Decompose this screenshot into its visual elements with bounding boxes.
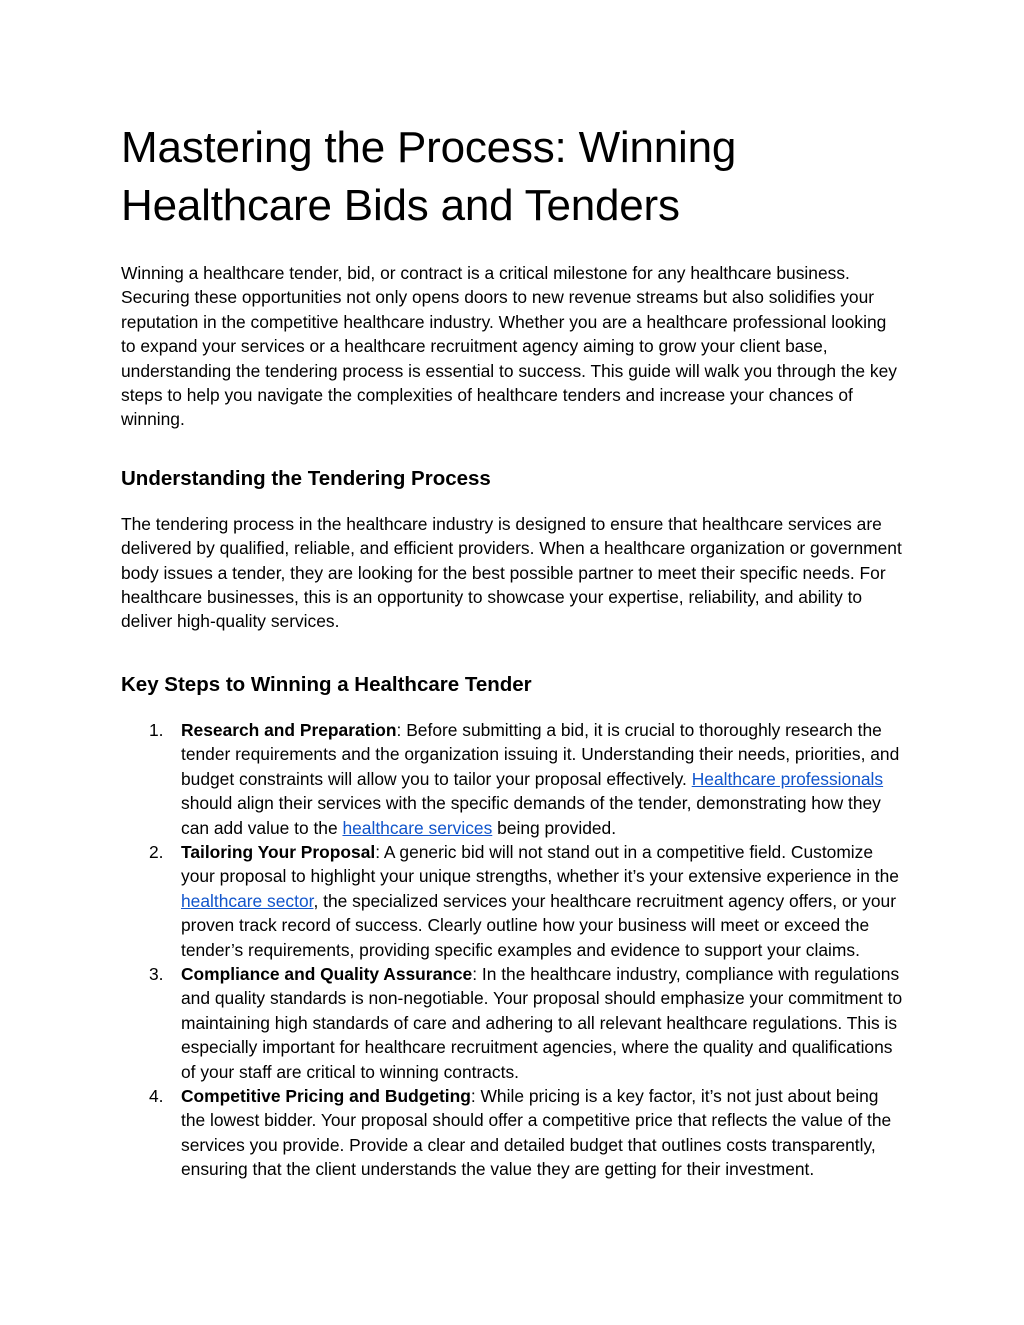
step-text: : Before submitting a bid, it is crucial to thoroughly research the tender requirements and the organization issuing it. Understanding their needs, priorities, and budget constraints will allow you to tailor your proposal effectively. bbox=[181, 719, 900, 789]
list-number: 3. bbox=[149, 963, 164, 984]
step-title: Tailoring Your Proposal bbox=[181, 841, 376, 862]
step-text: should align their services with the specific demands of the tender, demonstrating how they can add value to the bbox=[181, 793, 881, 838]
step-title: Research and Preparation bbox=[181, 719, 397, 740]
section-heading-key-steps: Key Steps to Winning a Healthcare Tender bbox=[121, 672, 532, 696]
list-item bbox=[121, 962, 904, 1084]
title-line-2: Healthcare Bids and Tenders bbox=[121, 181, 680, 230]
step-text: : A generic bid will not stand out in a competitive field. Customize your proposal to highlight your unique strengths, whether it’s your extensive experience in the bbox=[181, 841, 899, 887]
list-number: 2. bbox=[149, 841, 164, 862]
title-line-1: Mastering the Process: Winning bbox=[121, 123, 737, 172]
list-item bbox=[121, 1084, 904, 1182]
tendering-process-paragraph: The tendering process in the healthcare industry is designed to ensure that healthcare services are delivered by qualified, reliable, and efficient providers. When a healthcare organization or government body issues a tender, they are looking for the best possible partner to meet their specific needs. For healthcare businesses, this is an opportunity to showcase your expertise, reliability, and ability to deliver high-quality services. bbox=[121, 513, 902, 632]
list-item bbox=[121, 718, 904, 840]
list-number: 1. bbox=[149, 719, 164, 740]
step-text: : While pricing is a key factor, it’s not just about being the lowest bidder. Your proposal should offer a competitive price that reflects the value of the services you provide. Provide a clear and detailed budget that outlines costs transparently, ensuring that the client understands the value they are getting for their investment. bbox=[181, 1085, 892, 1180]
healthcare-professionals-link[interactable]: Healthcare professionals bbox=[691, 768, 884, 789]
step-title: Competitive Pricing and Budgeting bbox=[181, 1085, 471, 1106]
document-title bbox=[121, 119, 904, 235]
healthcare-services-link[interactable]: healthcare services bbox=[342, 817, 493, 838]
step-text: : In the healthcare industry, compliance with regulations and quality standards is non-negotiable. Your proposal should emphasize your commitment to maintaining high standards of care and adhering to all relevant healthcare regulations. This is especially important for healthcare recruitment agencies, where the quality and qualifications of your staff are critical to winning contracts. bbox=[181, 963, 903, 1082]
list-item bbox=[121, 840, 904, 962]
healthcare-sector-link[interactable]: healthcare sector bbox=[181, 890, 314, 911]
section-heading-tendering-process: Understanding the Tendering Process bbox=[121, 466, 491, 490]
list-number: 4. bbox=[149, 1085, 164, 1106]
intro-paragraph: Winning a healthcare tender, bid, or contract is a critical milestone for any healthcare business. Securing these opportunities not only opens doors to new revenue streams but also solidifies your reputation in the competitive healthcare industry. Whether you are a healthcare professional looking to expand your services or a healthcare recruitment agency aiming to grow your client base, understanding the tendering process is essential to success. This guide will walk you through the key steps to help you navigate the complexities of healthcare tenders and increase your chances of winning. bbox=[121, 263, 897, 430]
step-title: Compliance and Quality Assurance bbox=[181, 963, 473, 984]
key-steps-list bbox=[121, 718, 904, 1182]
step-text: being provided. bbox=[492, 817, 617, 838]
step-text: , the specialized services your healthcare recruitment agency offers, or your proven track record of success. Clearly outline how your business will meet or exceed the tender’s requirements, providing specific examples and evidence to support your claims. bbox=[181, 890, 896, 960]
